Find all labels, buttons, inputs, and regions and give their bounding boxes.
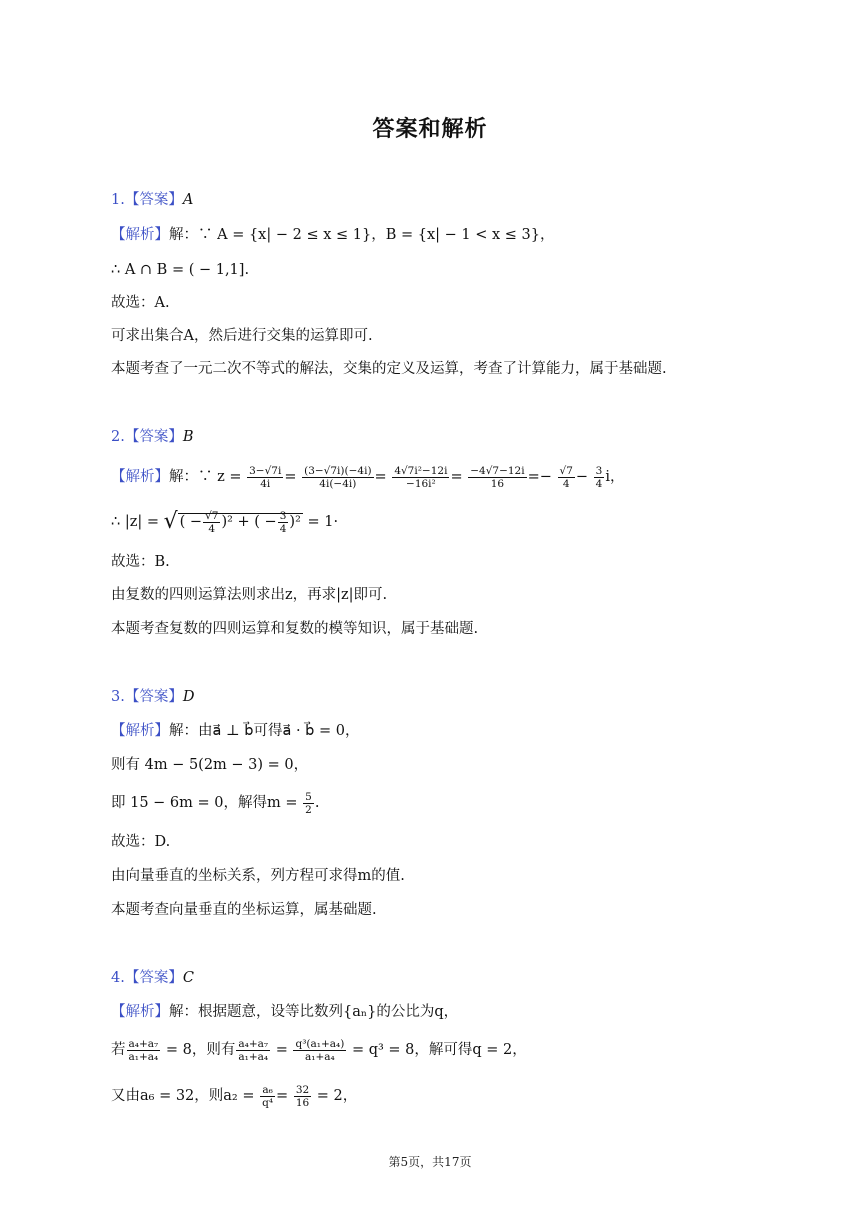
- q3-analysis-tag: 【解析】: [111, 723, 169, 739]
- q4-f3-den: a₁+a₄: [305, 1050, 335, 1063]
- q1-analysis-tag: 【解析】: [111, 227, 169, 243]
- q2-answer-tag: 【答案】: [124, 429, 183, 445]
- q2-f2-den: 4i(−4i): [319, 477, 357, 490]
- q2-inner-c: )²: [289, 514, 301, 530]
- q2-answer-line: [111, 427, 194, 447]
- q2-text-l2-pre: ∴ |z| =: [111, 514, 160, 530]
- q4-f3-num: q³(a₁+a₄): [295, 1037, 345, 1050]
- q2-f1-num: 3−√7i: [249, 464, 282, 477]
- q2-fraction-8: [278, 510, 289, 535]
- q2-f6-num: 3: [595, 464, 603, 477]
- q2-f5-den: 4: [562, 477, 570, 490]
- q1-text-l5: 本题考查了一元二次不等式的解法，交集的定义及运算，考查了计算能力，属于基础题.: [111, 361, 667, 377]
- q2-fraction-3: [392, 465, 449, 490]
- q2-modulus-line: [111, 507, 338, 537]
- q2-fraction-2: [302, 465, 373, 490]
- q2-analysis-line1: 【解析】解：∵ z = $\frac{3-√7i}{4i}$ = $\frac{(3-√7i)(-4i)}{4i(-4i)}$ = $\frac{\text{4√7i²−12i}}{\text{−16i²}}$ = $\frac{-4√7-12i}{16}$ =− $\frac{√7}{4}$ − $\frac{3}{4}$ i，: [111, 464, 625, 490]
- q2-inner-a: ( −: [179, 514, 203, 530]
- q4-text-l1: 解：根据题意，设等比数列{aₙ}的公比为q，: [169, 1004, 459, 1020]
- q4-text-l2: [111, 1036, 527, 1064]
- q3-answer-tag: 【答案】: [124, 689, 183, 705]
- q3-text-l3-post: .: [314, 795, 320, 811]
- q2-fraction-6: [594, 465, 605, 490]
- q4-fraction-4: [260, 1084, 275, 1109]
- q1-analysis-line1: [111, 225, 554, 245]
- q4-f1-num: a₄+a₇: [128, 1037, 159, 1050]
- q2-f5-num: √7: [559, 464, 573, 477]
- q4-f4-num: a₆: [260, 1084, 275, 1097]
- q3-answer-line: [111, 687, 194, 707]
- q3-answer: D: [182, 689, 195, 705]
- q2-f2-num: (3−√7i)(−4i): [304, 464, 372, 477]
- q2-sqrt-content: [178, 509, 303, 535]
- q2-f7-num: √7: [205, 509, 219, 522]
- q2-f8-den: 4: [279, 522, 287, 535]
- q2-f6-den: 4: [595, 477, 603, 490]
- q2-text-l4: 由复数的四则运算法则求出z，再求|z|即可.: [111, 587, 388, 603]
- q4-fraction-5: [294, 1084, 311, 1109]
- q2-fraction-7: [203, 510, 220, 535]
- q2-number: 2.: [111, 429, 125, 445]
- q1-answer: A: [182, 192, 194, 208]
- q4-analysis-tag: 【解析】: [111, 1004, 169, 1020]
- q2-f8-num: 3: [279, 509, 287, 522]
- q4-answer: C: [182, 970, 194, 986]
- q2-f1-den: 4i: [260, 477, 271, 490]
- q4-text-l2-eq: =: [275, 1042, 288, 1058]
- q4-f2-den: a₁+a₄: [238, 1050, 269, 1063]
- q4-text-l2-mid: = 8，则有: [165, 1042, 236, 1058]
- q2-text-l5: 本题考查复数的四则运算和复数的模等知识，属于基础题.: [111, 621, 479, 637]
- q4-text-l2-pre: 若: [111, 1042, 126, 1058]
- q1-answer-line: [111, 190, 193, 210]
- q3-frac-den: 2: [305, 803, 312, 816]
- q2-fraction-1: [247, 465, 283, 490]
- q2-f3-num: 4√7i²−12i: [394, 464, 448, 477]
- q1-answer-tag: 【答案】: [124, 192, 183, 208]
- q2-text-l2-post: = 1·: [307, 514, 339, 530]
- q2-answer: B: [182, 429, 194, 445]
- q1-text-l4: 可求出集合A，然后进行交集的运算即可.: [111, 328, 373, 344]
- q3-number: 3.: [111, 689, 125, 705]
- q1-number: 1.: [111, 192, 125, 208]
- q2-inner-b: )² + ( −: [221, 514, 277, 530]
- q2-f3-den: −16i²: [406, 477, 436, 490]
- q3-analysis-line1: [111, 721, 359, 741]
- q3-text-l4: 故选：D.: [111, 834, 171, 850]
- q4-analysis-line1: [111, 1002, 458, 1022]
- q4-fraction-2: [236, 1038, 270, 1063]
- q3-text-l3: [111, 790, 319, 816]
- q2-fraction-5: [558, 465, 575, 490]
- q4-f1-den: a₁+a₄: [128, 1050, 159, 1063]
- q4-f2-num: a₄+a₇: [238, 1037, 269, 1050]
- q4-fraction-1: [127, 1038, 161, 1063]
- q4-answer-tag: 【答案】: [124, 970, 183, 986]
- q2-f7-den: 4: [208, 522, 216, 535]
- q3-text-l6: 本题考查向量垂直的坐标运算，属基础题.: [111, 902, 377, 918]
- q4-fraction-3: [293, 1038, 346, 1063]
- q4-text-l3: 又由a₆ = 32，则a₂ = $\frac{\text{a₆}}{\text{q⁴}}$ = $\frac{32}{16}$ = 2，: [111, 1083, 358, 1109]
- q3-frac-num: 5: [305, 790, 312, 803]
- q4-text-l2-post: = q³ = 8，解可得q = 2，: [351, 1042, 527, 1058]
- q2-f4-num: −4√7−12i: [470, 464, 525, 477]
- q2-analysis-tag: 【解析】: [111, 469, 169, 485]
- q1-text-l2: ∴ A ∩ B = ( − 1,1].: [111, 262, 250, 278]
- q3-text-l5: 由向量垂直的坐标关系，列方程可求得m的值.: [111, 868, 405, 884]
- q3-fraction: [303, 791, 314, 816]
- q3-text-l2: 则有 4m − 5(2m − 3) = 0，: [111, 757, 309, 773]
- q2-text-l1-pre: 解：∵ z =: [169, 469, 242, 485]
- q1-text-l3: 故选：A.: [111, 295, 170, 311]
- q4-f5-den: 16: [295, 1096, 310, 1109]
- q4-f5-num: 32: [295, 1083, 310, 1096]
- q3-text-l1: 解：由a⃗ ⊥ b⃗可得a⃗ · b⃗ = 0，: [169, 723, 360, 739]
- q1-text-l1: 解：∵ A = {x| − 2 ≤ x ≤ 1}，B = {x| − 1 < x ≤ 3}，: [169, 227, 555, 243]
- q4-answer-line: [111, 968, 194, 988]
- page-title: 答案和解析: [372, 117, 488, 142]
- q4-number: 4.: [111, 970, 125, 986]
- q4-text-l3-post: = 2，: [316, 1088, 358, 1104]
- page-footer: 第5页，共17页: [388, 1155, 472, 1169]
- sqrt-sign-icon: √: [163, 509, 178, 534]
- q4-text-l3-pre: 又由a₆ = 32，则a₂ =: [111, 1088, 255, 1104]
- q2-text-l1-post: i，: [605, 469, 625, 485]
- q2-text-l3: 故选：B.: [111, 554, 170, 570]
- q3-text-l3-pre: 即 15 − 6m = 0，解得m =: [111, 795, 298, 811]
- q4-f4-den: q⁴: [262, 1096, 274, 1109]
- q2-f4-den: 16: [490, 477, 505, 490]
- q2-fraction-4: [468, 465, 526, 490]
